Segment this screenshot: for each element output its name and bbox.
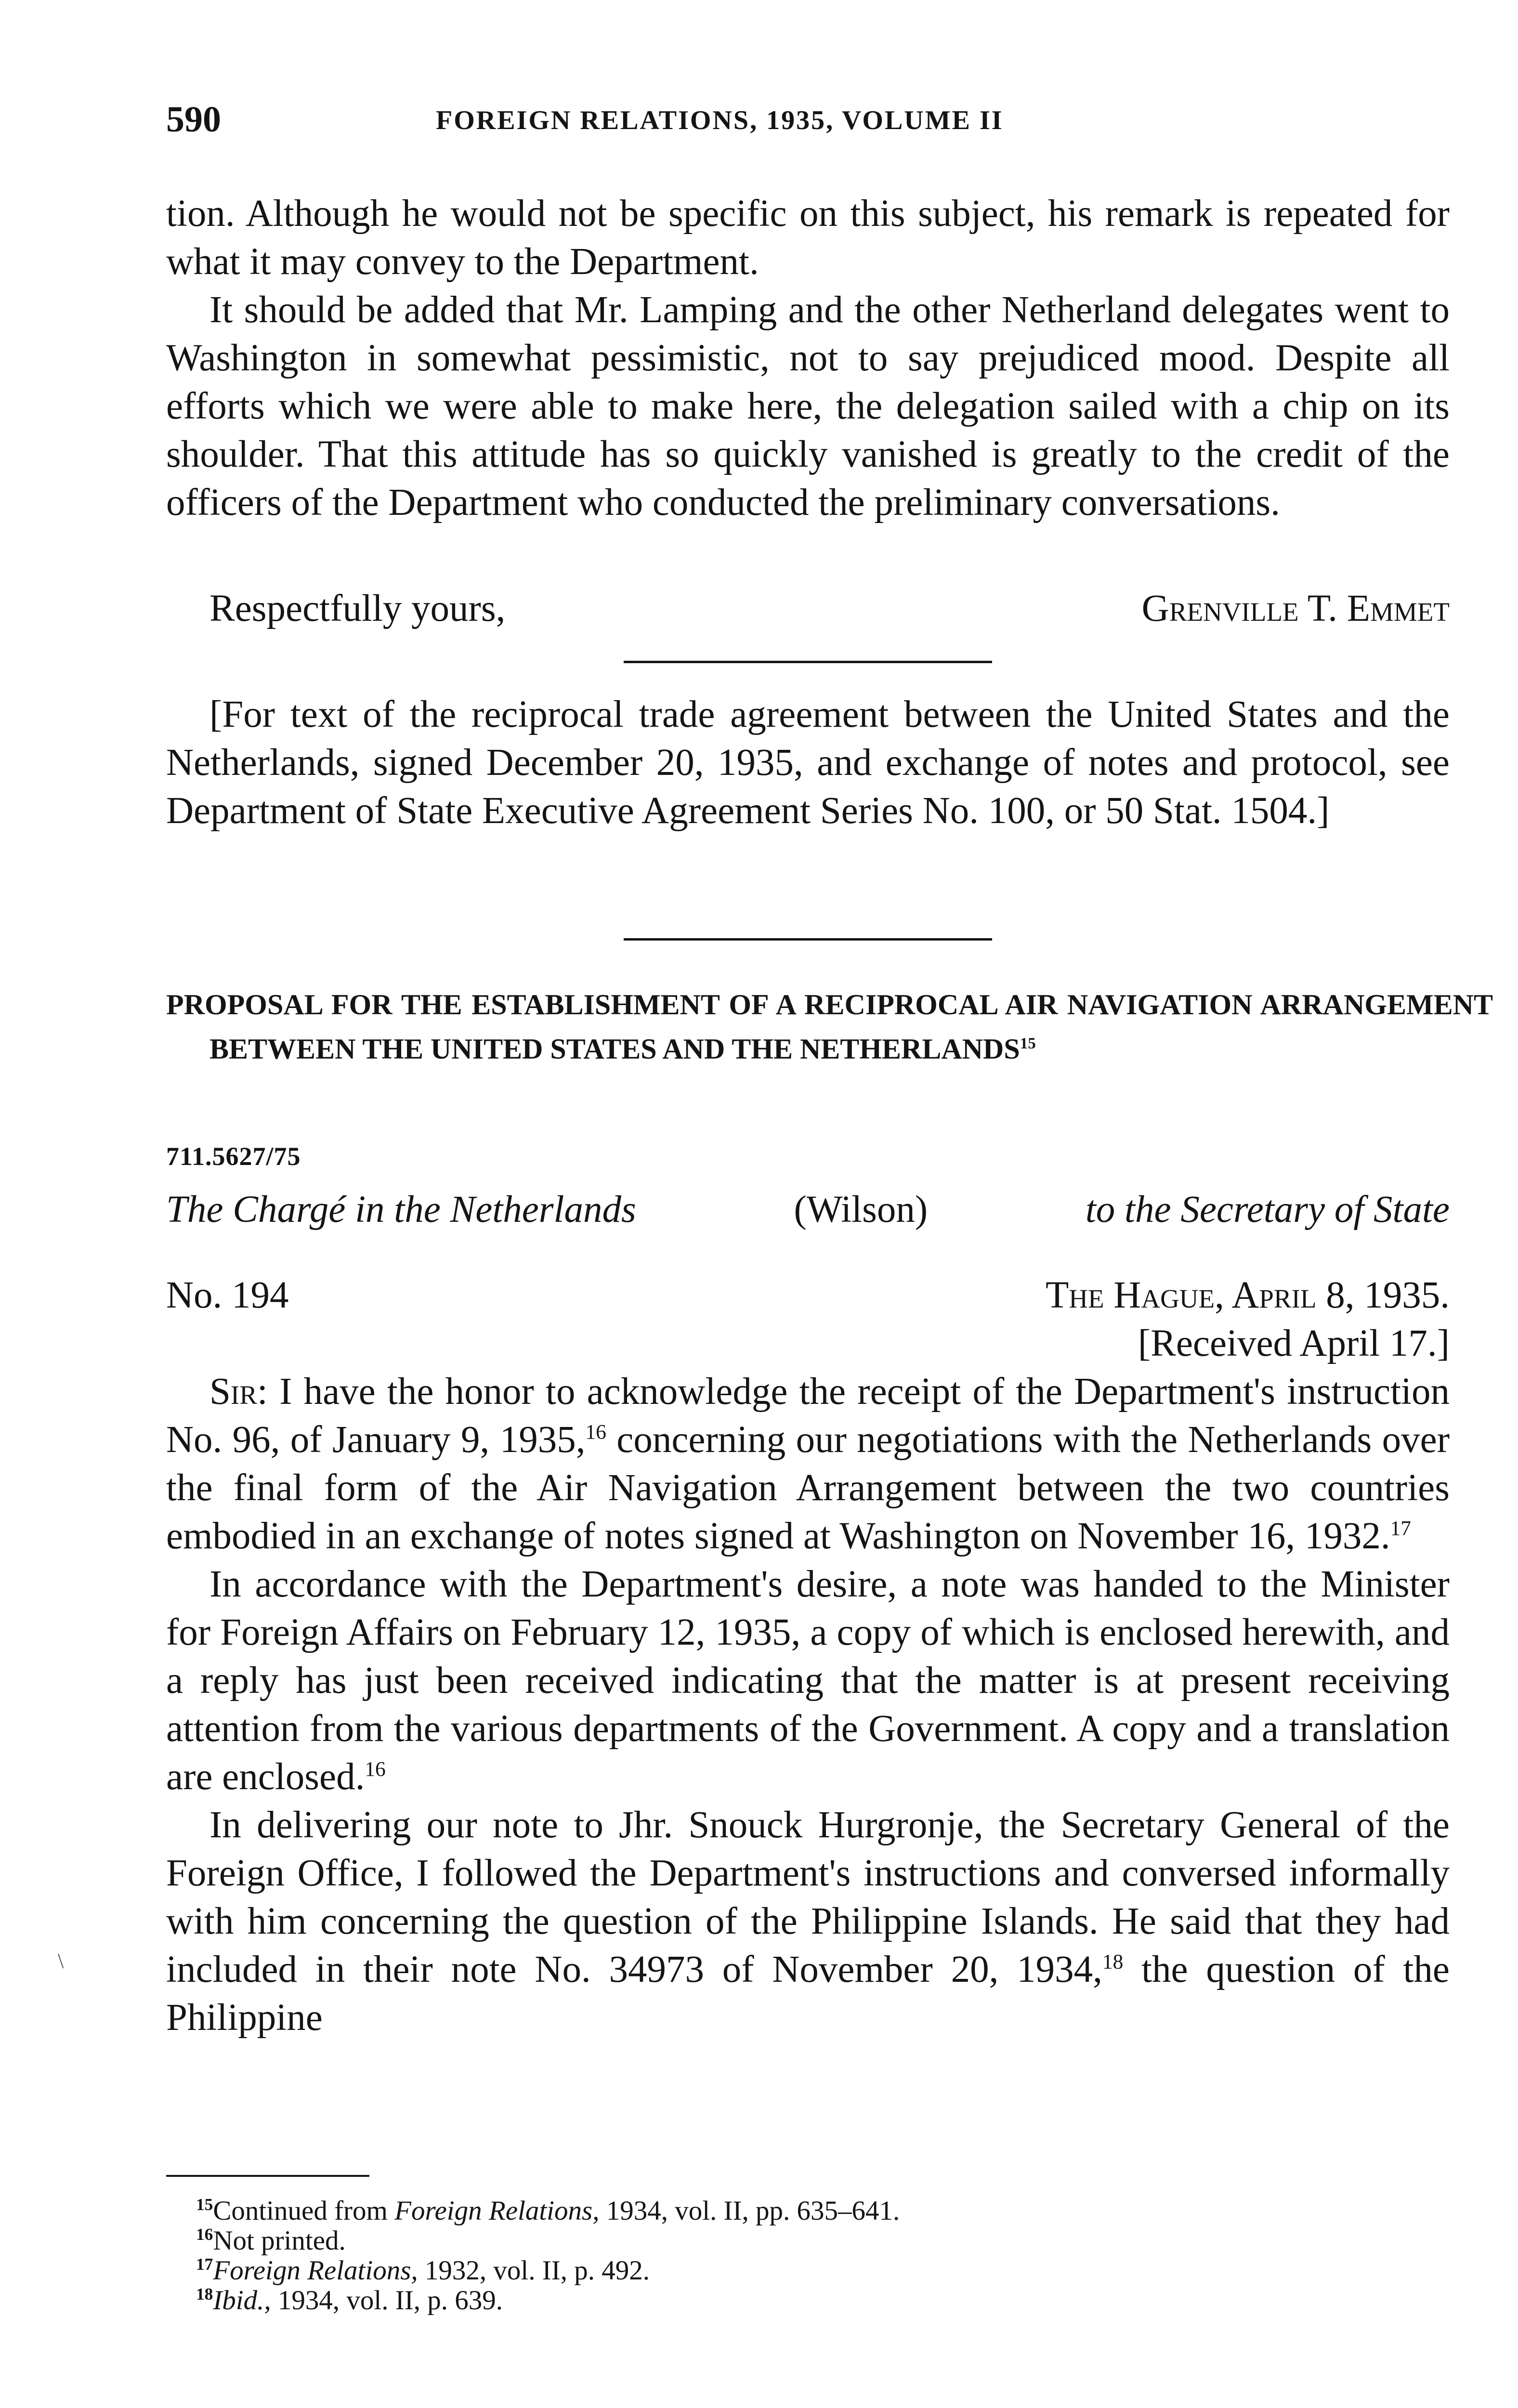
footnote: $^{18}$Ibid., 1934, vol. II, p. 639. [196,2285,503,2316]
signature: Grenville T. Emmet [1141,588,1450,629]
document-title [166,1186,1450,1234]
section-heading-text: PROPOSAL FOR THE ESTABLISHMENT OF A RECIPROCAL AIR NAVIGATION ARRANGEMENT BETWEEN THE UNITED STATES AND THE NETHERLANDS [166,989,1493,1065]
paragraph: It should be added that Mr. Lamping and the other Netherland delegates went to Washington in somewhat pessimistic, not to say prejudiced mood. Despite all efforts which we were able to make here, the delegation sailed with a chip on its shoulder. That this attitude has so quickly vanished is greatly to the credit of the officers of the Department who conducted the preliminary conversations. [166,289,1450,523]
footnote-ref: 15 [1020,1035,1036,1052]
section-heading [166,982,1493,1071]
footnote-ref: 16 [585,1420,606,1444]
document-title-sender: The Chargé in the Netherlands [166,1189,636,1230]
footnote-ref: 18 [1102,1950,1124,1974]
file-number: 711.5627/75 [166,1142,301,1171]
section-divider [624,661,992,663]
footnote-ref: 17 [1390,1517,1412,1540]
letter-closing [166,585,1450,633]
paragraph: In accordance with the Department's desire, a note was handed to the Minister for Foreign Affairs on February 12, 1935, a copy of which is enclosed herewith, and a reply has just been received indicating that the matter is at present receiving attention from the various departments of the Government. A copy and a translation are enclosed.$^{16}$ [166,1563,1450,1798]
footnote: $^{17}$Foreign Relations, 1932, vol. II, p. 492. [196,2255,650,2286]
paragraph: In delivering our note to Jhr. Snouck Hurgronje, the Secretary General of the Foreign Office, I followed the Department's instructions and conversed informally with him concerning the question of the Philippine Islands. He said that they had included in their note No. 34973 of November 20, 1934,18 the question of the Philippine [166,1804,1450,2039]
received-date: [Received April 17.] [1138,1322,1450,1364]
salutation: Sir: [209,1371,268,1413]
complimentary-close: Respectfully yours, [209,588,506,629]
section-divider [624,938,992,941]
place-date: The Hague, April 8, 1935. [1045,1274,1450,1316]
paragraph: tion. Although he would not be specific on this subject, his remark is repeated for what it may convey to the Department. [166,193,1450,283]
page-number: 590 [166,99,221,140]
letter-continuation [166,190,1450,527]
footnotes [166,2196,1450,2316]
editorial-note [166,691,1450,835]
footnote-divider [166,2175,369,2177]
running-head: FOREIGN RELATIONS, 1935, VOLUME II [436,105,1004,135]
dateline [166,1271,1450,1368]
footnote: $^{16}$Not printed. [196,2225,346,2256]
stray-margin-mark: \ [58,1949,64,1973]
document-title-recipient: to the Secretary of State [1085,1189,1450,1230]
document-body [166,1368,1450,2042]
document-number: No. 194 [166,1274,289,1316]
paragraph: [For text of the reciprocal trade agreement between the United States and the Netherlands, signed December 20, 1935, and exchange of notes and protocol, see Department of State Executive Agreement Series No. 100, or 50 Stat. 1504.] [166,694,1450,832]
footnote: $^{15}$Continued from Foreign Relations, 1934, vol. II, pp. 635–641. [196,2195,900,2226]
document-title-name: (Wilson) [794,1189,928,1230]
footnote-ref: 16 [365,1757,386,1781]
paragraph: Sir: I have the honor to acknowledge the receipt of the Department's instruction No. 96, of January 9, 1935,16 concerning our negotiations with the Netherlands over the final form of the Air Navigation Arrangement between the two countries embodied in an exchange of notes signed at Washington on November 16, 1932.17 [166,1371,1450,1557]
